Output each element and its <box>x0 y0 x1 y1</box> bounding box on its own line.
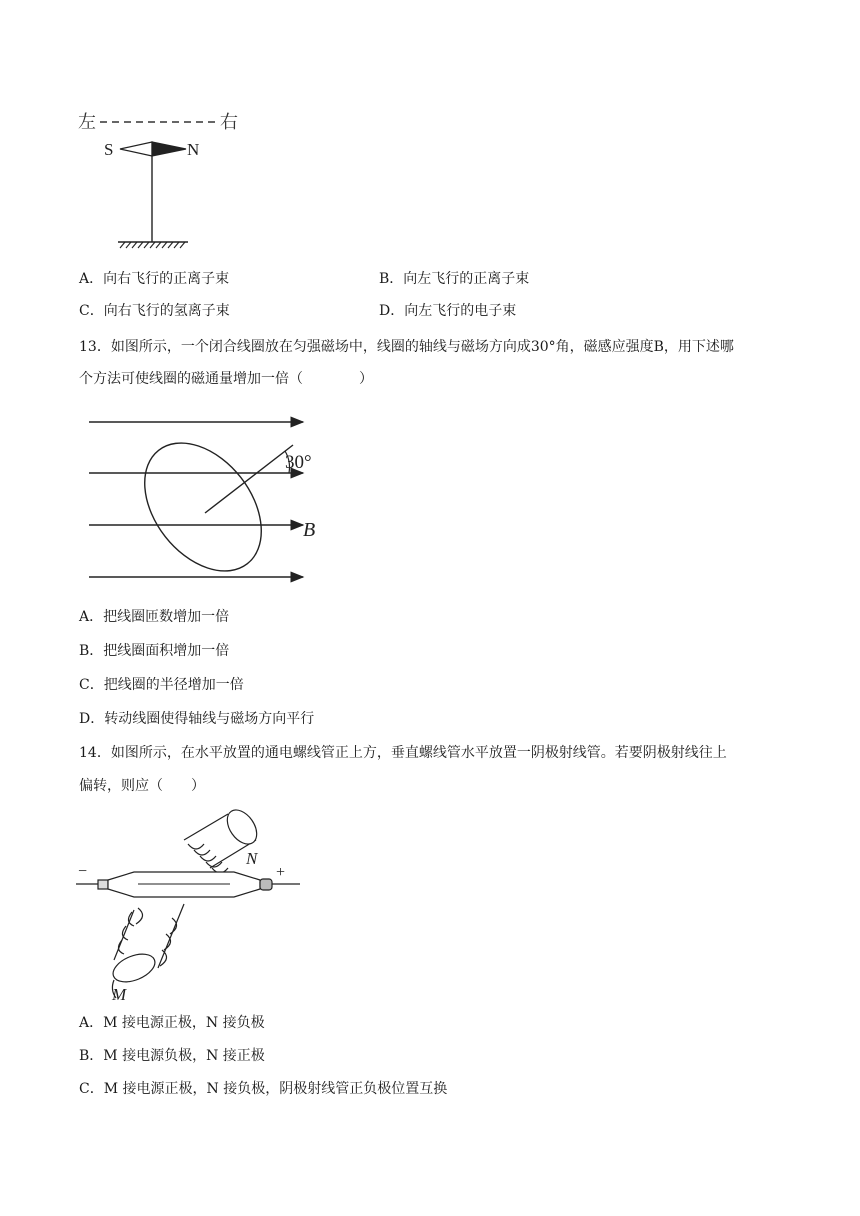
m-terminal-label: M <box>112 985 127 1004</box>
needle-south-half <box>120 142 152 156</box>
q14-option-a: A．M 接电源正极，N 接负极 <box>79 1015 265 1031</box>
solenoid-tube-figure <box>74 800 314 1005</box>
right-label: 右 <box>220 112 238 132</box>
q13-stem-line1: 13．如图所示，一个闭合线圈放在匀强磁场中，线圈的轴线与磁场方向成30°角，磁感应强度B，用下述哪 <box>79 339 734 355</box>
needle-north-half <box>152 142 186 156</box>
b-label: B <box>303 519 316 541</box>
q12-option-a: A．向右飞行的正离子束 <box>79 271 230 287</box>
coil-field-figure <box>85 405 335 590</box>
q14-option-b: B．M 接电源负极，N 接正极 <box>79 1048 265 1064</box>
q13-option-b: B．把线圈面积增加一倍 <box>79 643 230 659</box>
plus-label: + <box>276 864 286 881</box>
left-label: 左 <box>78 112 96 132</box>
cathode-ray-tube <box>76 872 300 897</box>
ground-hatch <box>120 242 185 248</box>
q12-option-c: C．向右飞行的氢离子束 <box>79 303 230 319</box>
q13-option-a: A．把线圈匝数增加一倍 <box>79 609 230 625</box>
s-pole-label: S <box>104 140 114 159</box>
q13-option-d: D．转动线圈使得轴线与磁场方向平行 <box>79 711 315 727</box>
q14-option-c: C．M 接电源正极，N 接负极，阴极射线管正负极位置互换 <box>79 1081 448 1097</box>
minus-label: − <box>78 863 88 880</box>
coil-loop <box>121 421 285 590</box>
compass-figure <box>70 105 260 260</box>
solenoid-lower <box>109 904 184 998</box>
q14-stem-line1: 14．如图所示，在水平放置的通电螺线管正上方，垂直螺线管水平放置一阴极射线管。若要阴极射线往上 <box>79 745 727 761</box>
n-terminal-label: N <box>246 849 258 868</box>
q13-option-c: C．把线圈的半径增加一倍 <box>79 677 244 693</box>
q14-stem-line2: 偏转，则应（ ） <box>79 778 205 794</box>
angle-label: 30° <box>285 452 312 473</box>
q13-stem-line2: 个方法可使线圈的磁通量增加一倍（ ） <box>79 371 373 387</box>
n-pole-label: N <box>187 140 200 159</box>
q12-option-b: B．向左飞行的正离子束 <box>379 271 530 287</box>
q12-option-d: D．向左飞行的电子束 <box>379 303 517 319</box>
